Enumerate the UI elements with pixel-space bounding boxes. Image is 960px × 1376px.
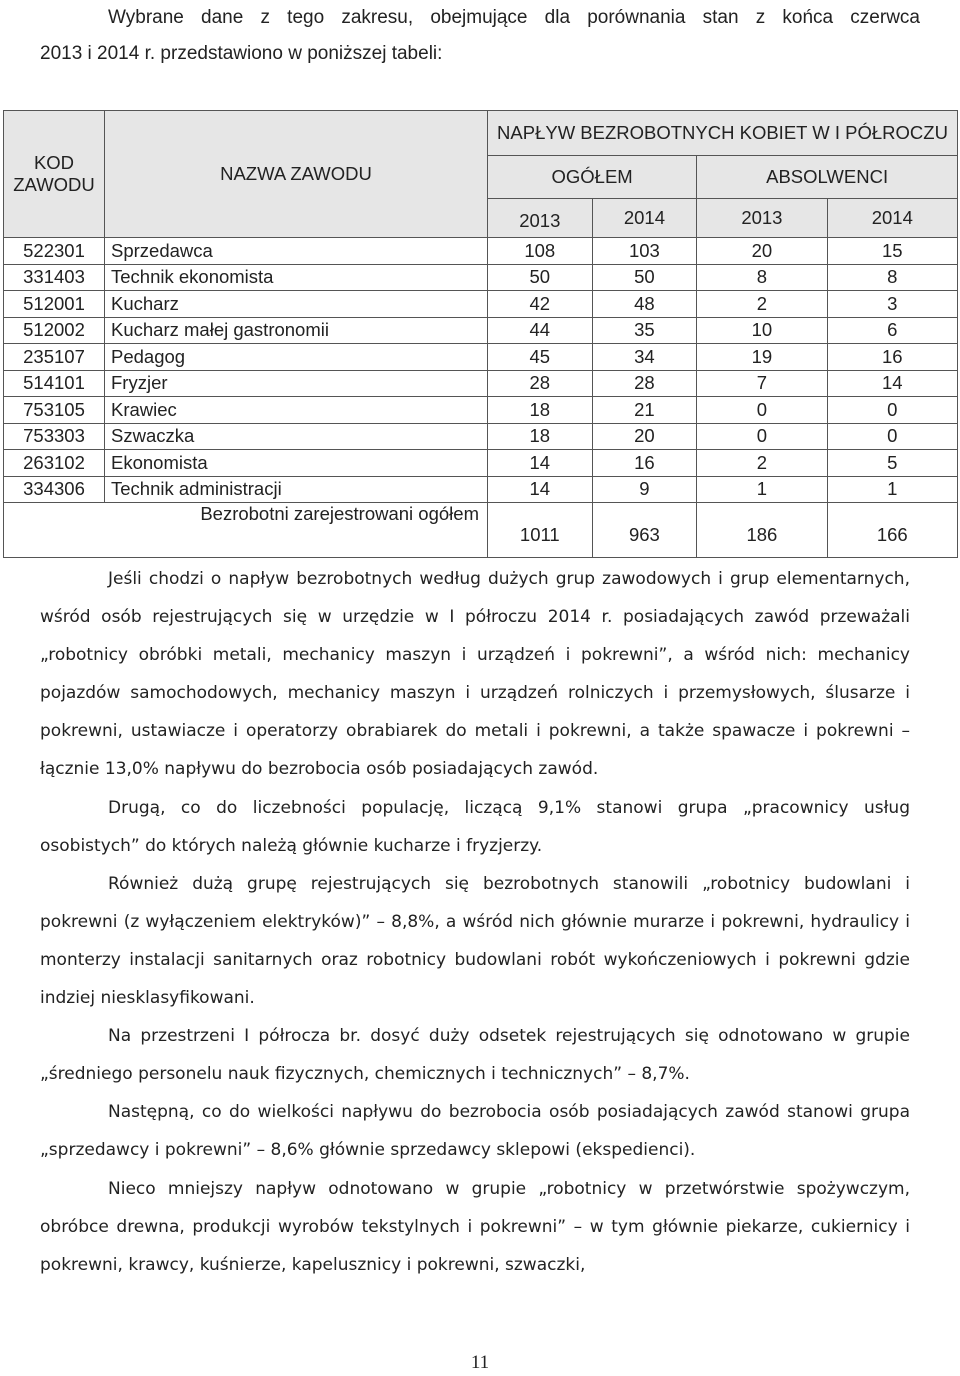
table-row xyxy=(4,423,958,450)
unemployment-table xyxy=(3,110,958,558)
row-value: 16 xyxy=(592,450,697,477)
row-code: 753303 xyxy=(4,423,105,450)
total-value: 963 xyxy=(592,503,697,558)
row-value: 1 xyxy=(827,476,957,503)
total-value: 1011 xyxy=(488,503,593,558)
row-code: 512001 xyxy=(4,291,105,318)
header-code: KOD ZAWODU xyxy=(4,111,105,238)
row-value: 19 xyxy=(697,344,827,371)
total-label: Bezrobotni zarejestrowani ogółem xyxy=(4,503,488,558)
row-value: 18 xyxy=(488,423,593,450)
row-code: 512002 xyxy=(4,317,105,344)
total-value: 166 xyxy=(827,503,957,558)
header-year: 2013 xyxy=(697,199,827,238)
row-value: 28 xyxy=(488,370,593,397)
paragraph: Również dużą grupę rejestrujących się bezrobotnych stanowili „robotnicy budowlani i pokrewni (z wyłączeniem elektryków)” – 8,8%, a wśród nich głównie murarze i pokrewni, hydraulicy i monterzy instalacji sanitarnych oraz robotnicy budowlani robót wykończeniowych i pokrewni gdzie indziej niesklasyfikowani. xyxy=(40,873,910,1009)
intro-line-2: 2013 i 2014 r. przedstawiono w poniższej tabeli: xyxy=(40,43,443,64)
row-value: 16 xyxy=(827,344,957,371)
row-name: Kucharz małej gastronomii xyxy=(105,317,488,344)
table-row xyxy=(4,238,958,265)
row-value: 42 xyxy=(488,291,593,318)
row-code: 334306 xyxy=(4,476,105,503)
paragraph: Następną, co do wielkości napływu do bezrobocia osób posiadających zawód stanowi grupa „sprzedawcy i pokrewni” – 8,6% głównie sprzedawcy sklepowi (ekspedienci). xyxy=(40,1102,910,1161)
row-value: 10 xyxy=(697,317,827,344)
row-code: 522301 xyxy=(4,238,105,265)
row-code: 235107 xyxy=(4,344,105,371)
row-name: Kucharz xyxy=(105,291,488,318)
row-value: 8 xyxy=(697,264,827,291)
row-value: 2 xyxy=(697,291,827,318)
row-value: 14 xyxy=(488,450,593,477)
row-name: Ekonomista xyxy=(105,450,488,477)
row-name: Krawiec xyxy=(105,397,488,424)
row-value: 15 xyxy=(827,238,957,265)
row-value: 6 xyxy=(827,317,957,344)
row-value: 18 xyxy=(488,397,593,424)
row-value: 20 xyxy=(592,423,697,450)
row-value: 2 xyxy=(697,450,827,477)
table-row xyxy=(4,450,958,477)
row-name: Technik administracji xyxy=(105,476,488,503)
row-value: 50 xyxy=(488,264,593,291)
row-name: Technik ekonomista xyxy=(105,264,488,291)
row-value: 44 xyxy=(488,317,593,344)
row-value: 28 xyxy=(592,370,697,397)
row-value: 9 xyxy=(592,476,697,503)
paragraph: Nieco mniejszy napływ odnotowano w grupie „robotnicy w przetwórstwie spożywczym, obróbce drewna, produkcji wyrobów tekstylnych i pokrewni” – w tym głównie piekarze, cukiernicy i pokrewni, krawcy, kuśnierze, kapelusznicy i pokrewni, szwaczki, xyxy=(40,1178,910,1275)
row-value: 50 xyxy=(592,264,697,291)
header-year: 2013 xyxy=(488,199,593,238)
table-body xyxy=(4,238,958,503)
row-code: 514101 xyxy=(4,370,105,397)
header-total: OGÓŁEM xyxy=(488,156,697,199)
paragraph: Drugą, co do liczebności populację, liczącą 9,1% stanowi grupa „pracownicy usług osobistych” do których należą głównie kucharze i fryzjerzy. xyxy=(40,797,910,856)
header-graduates: ABSOLWENCI xyxy=(697,156,958,199)
row-code: 331403 xyxy=(4,264,105,291)
table-row xyxy=(4,291,958,318)
table-row xyxy=(4,317,958,344)
header-year: 2014 xyxy=(592,199,697,238)
row-value: 0 xyxy=(697,397,827,424)
row-value: 45 xyxy=(488,344,593,371)
row-name: Fryzjer xyxy=(105,370,488,397)
row-code: 263102 xyxy=(4,450,105,477)
row-value: 0 xyxy=(827,397,957,424)
row-value: 3 xyxy=(827,291,957,318)
paragraph: Na przestrzeni I półrocza br. dosyć duży odsetek rejestrujących się odnotowano w grupie „średniego personelu nauk fizycznych, chemicznych i technicznych” – 8,7%. xyxy=(40,1026,910,1085)
row-value: 14 xyxy=(488,476,593,503)
row-value: 14 xyxy=(827,370,957,397)
row-name: Sprzedawca xyxy=(105,238,488,265)
header-name: NAZWA ZAWODU xyxy=(105,111,488,238)
intro-line-1: Wybrane dane z tego zakresu, obejmujące dla porównania stan z końca czerwca xyxy=(108,7,920,28)
row-value: 1 xyxy=(697,476,827,503)
total-value: 186 xyxy=(697,503,827,558)
header-year: 2014 xyxy=(827,199,957,238)
row-value: 8 xyxy=(827,264,957,291)
paragraph: Jeśli chodzi o napływ bezrobotnych według dużych grup zawodowych i grup elementarnych, wśród osób rejestrujących się w urzędzie w I półroczu 2014 r. posiadających zawód przeważali „robotnicy obróbki metali, mechanicy maszyn i urządzeń i pokrewni”, a wśród nich: mechanicy pojazdów samochodowych, mechanicy maszyn i urządzeń rolniczych i przemysłowych, ślusarze i pokrewni, ustawiacze i operatorzy obrabiarek do metali i pokrewni, a także spawacze i pokrewni – łącznie 13,0% napływu do bezrobocia osób posiadających zawód. xyxy=(40,569,910,780)
table-row xyxy=(4,264,958,291)
row-value: 5 xyxy=(827,450,957,477)
row-value: 0 xyxy=(697,423,827,450)
row-name: Pedagog xyxy=(105,344,488,371)
row-value: 108 xyxy=(488,238,593,265)
row-value: 34 xyxy=(592,344,697,371)
intro-text xyxy=(40,0,920,72)
page-number: 11 xyxy=(470,1352,490,1373)
header-group: NAPŁYW BEZROBOTNYCH KOBIET W I PÓŁROCZU xyxy=(488,111,958,156)
row-value: 21 xyxy=(592,397,697,424)
row-name: Szwaczka xyxy=(105,423,488,450)
table-row xyxy=(4,397,958,424)
table-row xyxy=(4,344,958,371)
row-value: 48 xyxy=(592,291,697,318)
row-code: 753105 xyxy=(4,397,105,424)
row-value: 35 xyxy=(592,317,697,344)
row-value: 7 xyxy=(697,370,827,397)
table-row xyxy=(4,476,958,503)
row-value: 103 xyxy=(592,238,697,265)
row-value: 0 xyxy=(827,423,957,450)
row-value: 20 xyxy=(697,238,827,265)
body-text xyxy=(40,560,910,1284)
table-row xyxy=(4,370,958,397)
table-total-row xyxy=(4,503,958,558)
